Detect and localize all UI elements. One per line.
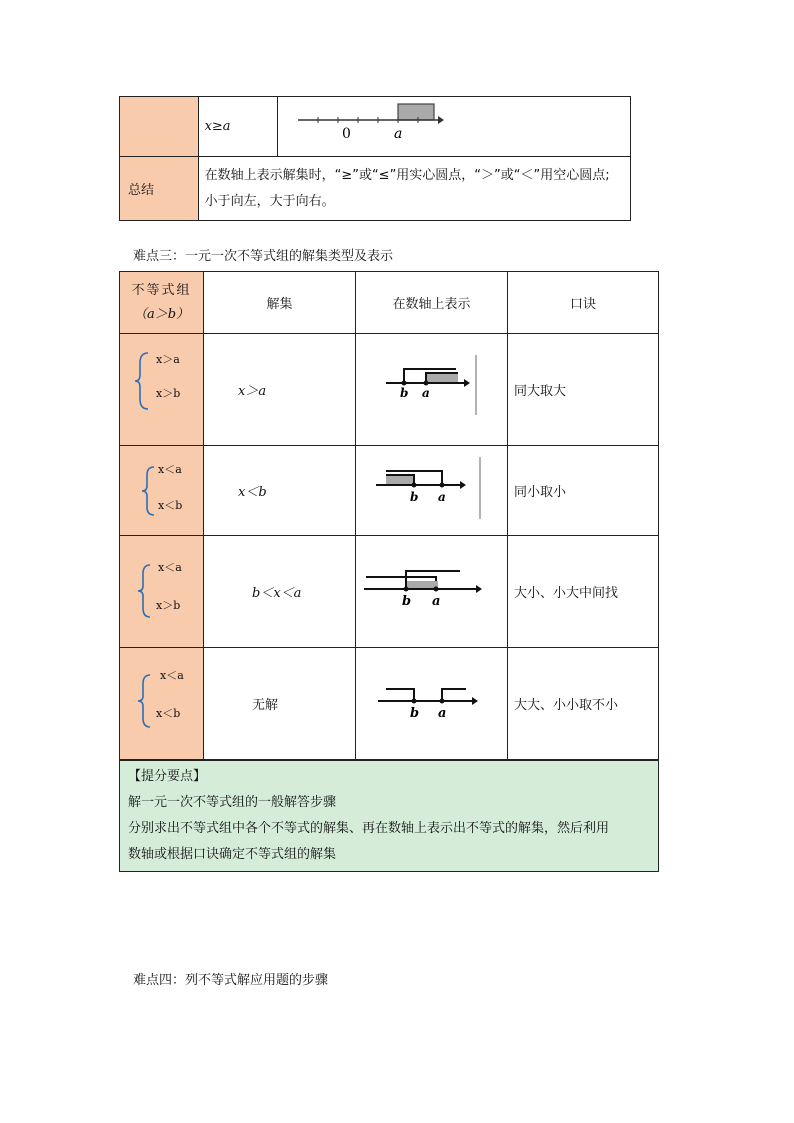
solution-text: x＞a (238, 384, 267, 399)
system-ineq-1: x＜a (158, 560, 182, 574)
number-line-same-big (356, 335, 507, 445)
number-line-between (356, 537, 507, 647)
section-4-title: 难点四：列不等式解应用题的步骤 (133, 973, 329, 988)
peach-cell (120, 97, 199, 157)
arrow-head (438, 116, 444, 124)
tips-line-3: 数轴或根据口诀确定不等式组的解集 (128, 847, 337, 862)
solution-cell (204, 536, 356, 648)
summary-line-1: 在数轴上表示解集时，“≥”或“≤”用实心圆点，“＞”或“＜”用空心圆点; (204, 167, 610, 183)
tips-line-2: 分别求出不等式组中各个不等式的解集、再在数轴上表示出不等式的解集，然后利用 (128, 821, 610, 836)
brace-icon (136, 563, 156, 619)
solution-cell (204, 446, 356, 536)
brace-icon (134, 351, 154, 411)
system-ineq-2: x＞b (156, 386, 181, 400)
a-label: a (394, 125, 403, 142)
number-line-ge-a (278, 98, 630, 156)
number-line-same-small (356, 447, 507, 535)
tips-line-1: 解一元一次不等式组的一般解答步骤 (128, 795, 337, 810)
system-ineq-1: x＜a (158, 462, 182, 476)
solution-notation-table (119, 96, 631, 221)
inequality-cell (198, 97, 277, 157)
a-label: a (438, 489, 446, 504)
solution-cell (204, 334, 356, 446)
number-line-no-solution (356, 649, 507, 759)
summary-label: 总结 (128, 183, 155, 198)
rhyme-cell: 大大、小小取不小 (508, 648, 659, 760)
system-ineq-2: x＜b (158, 498, 183, 512)
system-ineq-2: x＞b (156, 598, 181, 612)
system-ineq-1: x＜a (160, 668, 184, 682)
header-solution: 解集 (204, 272, 356, 334)
tips-title: 【提分要点】 (128, 769, 207, 784)
header-system-line2: （a＞b） (133, 306, 190, 322)
b-label: b (400, 385, 409, 400)
summary-text-cell (198, 157, 630, 221)
system-cell (120, 334, 204, 446)
number-line-cell (356, 334, 508, 446)
brace-icon (136, 673, 156, 729)
section-3-title: 难点三：一元一次不等式组的解集类型及表示 (133, 249, 394, 264)
shaded-region (398, 104, 434, 120)
solution-text: 无解 (252, 698, 279, 713)
b-label: b (410, 705, 420, 721)
inequality-label: x≥a (204, 119, 231, 134)
solution-text: b＜x＜a (252, 586, 302, 601)
summary-line-2: 小于向左，大于向右。 (204, 193, 335, 209)
solution-cell (204, 648, 356, 760)
system-cell (120, 648, 204, 760)
b-label: b (402, 593, 412, 609)
number-line-cell (278, 97, 631, 157)
summary-label-cell (120, 157, 199, 221)
a-label: a (422, 385, 430, 400)
system-ineq-2: x＜b (156, 706, 181, 720)
header-number-line: 在数轴上表示 (356, 272, 508, 334)
rhyme-cell: 大小、小大中间找 (508, 536, 659, 648)
number-line-cell (356, 648, 508, 760)
system-ineq-1: x＞a (156, 352, 180, 366)
a-label: a (432, 593, 441, 609)
system-cell (120, 446, 204, 536)
zero-label: 0 (342, 125, 351, 142)
rhyme-cell: 同小取小 (508, 446, 659, 536)
brace-icon (140, 465, 160, 517)
solution-text: x＜b (238, 485, 267, 500)
number-line-cell (356, 536, 508, 648)
inequality-system-table (119, 271, 659, 760)
number-line-cell (356, 446, 508, 536)
header-rhyme: 口诀 (508, 272, 659, 334)
header-system-line1: 不等式组 (131, 282, 192, 298)
b-label: b (410, 489, 419, 504)
rhyme-cell: 同大取大 (508, 334, 659, 446)
tips-box (119, 760, 659, 872)
system-cell (120, 536, 204, 648)
a-label: a (438, 705, 447, 721)
header-system (120, 272, 204, 334)
